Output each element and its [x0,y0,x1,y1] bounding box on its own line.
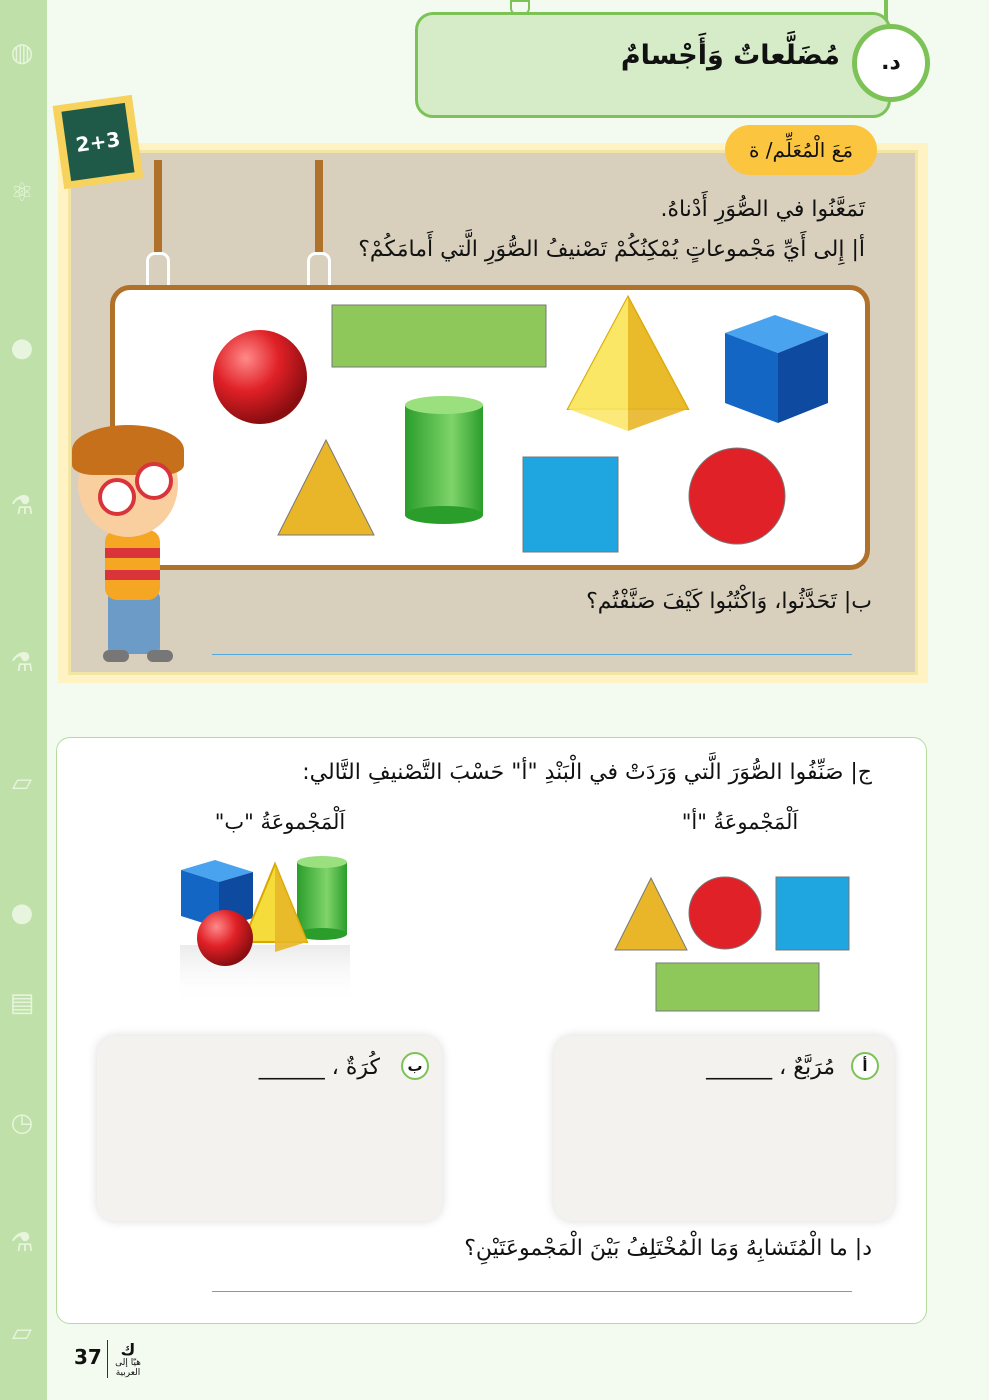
group-b-illustration [175,850,360,1010]
triangle-shape [278,440,374,535]
strap-clip [307,252,331,288]
group-a-label: اَلْمَجْموعَةُ "أ" [681,810,799,834]
teacher-tag: مَعَ الْمُعَلِّم/ ة [725,125,877,175]
publisher-logo-text: هيّا إلى العربية [115,1358,141,1378]
clock-icon: ◷ [10,1108,34,1138]
group-b-answer-text[interactable]: كُرَةٌ ، ______ [258,1055,380,1080]
strap-clip [146,252,170,288]
intro-text: تَمَعَّنُوا في الصُّوَرِ أَدْناهُ. [660,197,865,222]
cylinder-shape [297,856,347,940]
group-a-badge: أ [851,1052,879,1080]
square-shape [776,877,849,950]
ruler-icon: ▱ [12,1318,32,1348]
apple-icon: ● [10,333,34,363]
boy-stripe [105,570,160,580]
boy-legs [108,592,160,654]
group-a-illustration [610,870,860,1015]
boy-body [105,530,160,600]
book-icon: ▤ [9,988,35,1018]
sidebar [0,0,47,1400]
page-title: مُضَلَّعاتٌ وَأَجْسامٌ [620,40,840,71]
question-b: ب| تَحَدَّثُوا، وَاكْتُبُوا كَيْفَ صَنَّفْتُم؟ [586,589,872,614]
boy-shoe [147,650,173,662]
apple-icon: ● [10,898,34,928]
group-b-badge: ب [401,1052,429,1080]
atom-icon: ⚛ [10,178,34,208]
flask-icon: ⚗ [10,1228,34,1258]
circle-shape [689,877,761,949]
cylinder-shape [405,396,483,524]
publisher-logo: ك هيّا إلى العربية [115,1340,141,1378]
question-d: د| ما الْمُتَشابِهُ وَمَا الْمُخْتَلِفُ بَيْنَ الْمَجْموعَتَيْنِ؟ [464,1236,872,1261]
globe-icon: ◍ [10,38,34,68]
ruler-icon: ▱ [12,768,32,798]
boy-glasses [98,478,136,516]
footer-divider [107,1340,108,1378]
flask-icon: ⚗ [10,491,34,521]
flask-icon: ⚗ [10,648,34,678]
answer-line[interactable] [212,1291,852,1292]
answer-line[interactable] [212,654,852,655]
triangle-shape [615,878,687,950]
question-c: ج| صَنِّفُوا الصُّوَرَ الَّتي وَرَدَتْ في الْبَنْدِ "أ" حَسْبَ التَّصْنيفِ التَّالي: [302,760,872,785]
rectangle-shape [656,963,819,1011]
circle-shape [689,448,785,544]
boy-stripe [105,548,160,558]
chalkboard-icon: 2+3 [61,103,134,181]
sphere-shape [197,910,253,966]
hanging-strap [315,160,323,255]
boy-glasses [135,462,173,500]
group-b-label: اَلْمَجْموعَةُ "ب" [214,810,346,834]
square-shape [523,457,618,552]
section-badge: د. [852,24,930,102]
group-a-answer-text[interactable]: مُرَبَّعٌ ، ______ [706,1055,835,1080]
page-number: 37 [74,1345,102,1369]
question-a: أ| إِلى أَيِّ مَجْموعاتٍ يُمْكِنُكُمْ تَصْنيفُ الصُّوَرِ الَّتي أَمامَكُمْ؟ [358,237,865,262]
boy-shoe [103,650,129,662]
hanging-strap [154,160,162,255]
rectangle-shape [332,305,546,367]
shapes-illustration [110,285,870,570]
pyramid-shape [568,297,688,431]
cube-shape [725,315,828,423]
sphere-shape [213,330,307,424]
